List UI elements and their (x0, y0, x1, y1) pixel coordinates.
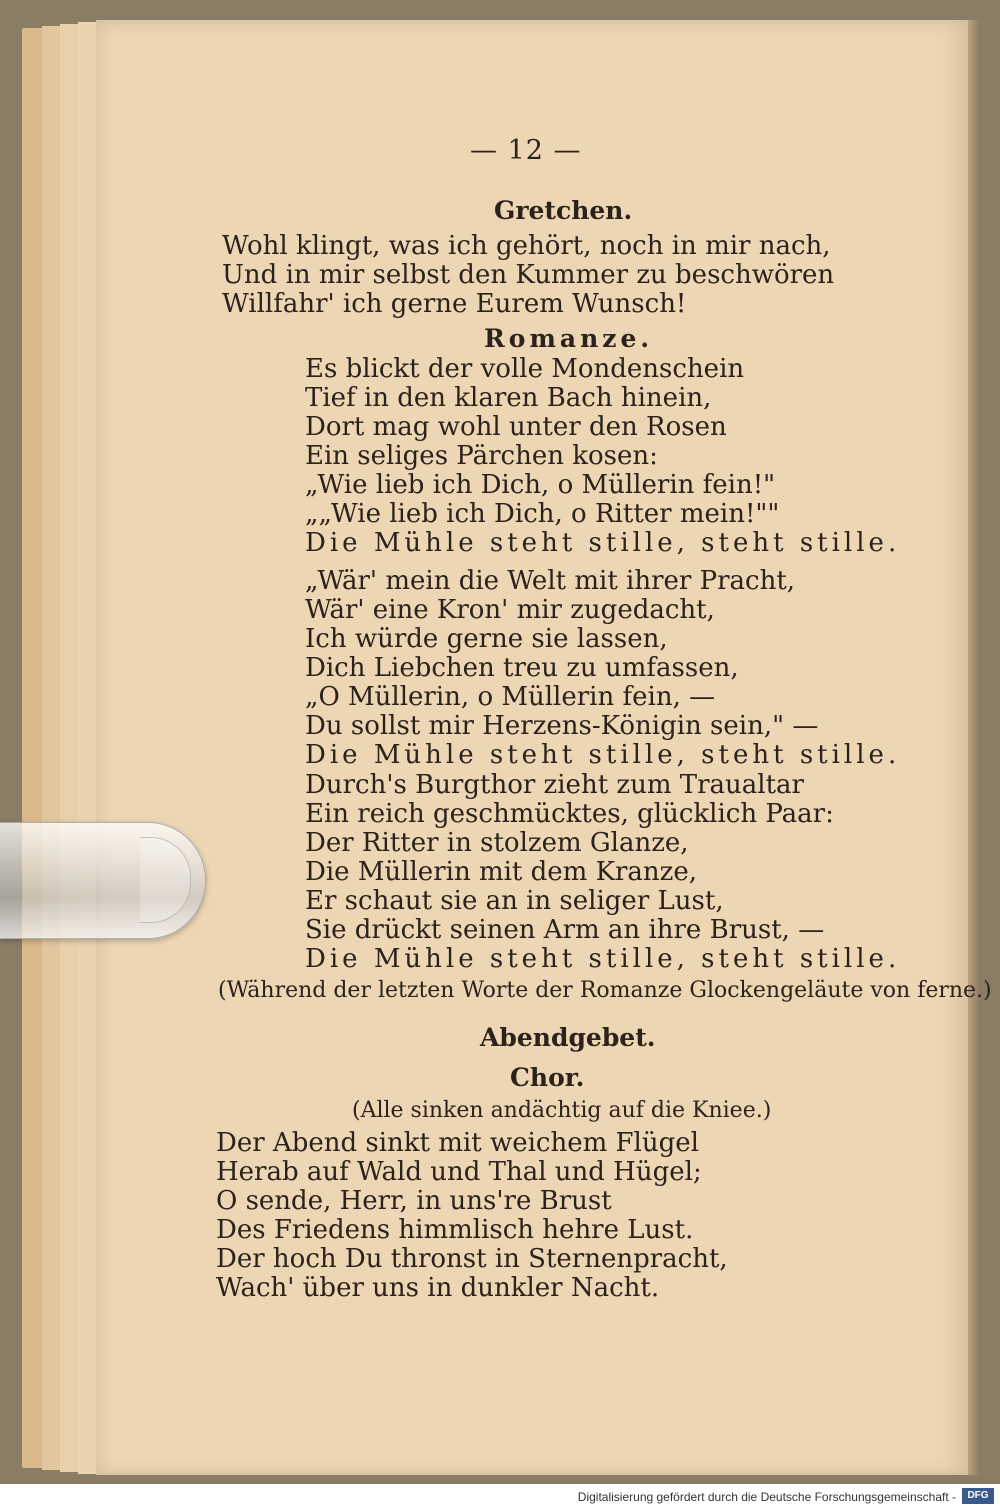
stage-direction-bells: (Während der letzten Worte der Romanze Glockengeläute von ferne.) (218, 978, 992, 1003)
verse-line: Des Friedens himmlisch hehre Lust. (216, 1215, 694, 1245)
verse-line: Der Abend sinkt mit weichem Flügel (216, 1128, 699, 1158)
refrain-line: Die Mühle steht stille, steht stille. (305, 528, 901, 558)
verse-line: Die Müllerin mit dem Kranze, (305, 857, 698, 887)
verse-line: Willfahr' ich gerne Eurem Wunsch! (222, 289, 687, 319)
book-spine-shadow (968, 20, 980, 1475)
digitization-credit: Digitalisierung gefördert durch die Deutsche Forschungsgemeinschaft - (577, 1490, 956, 1504)
verse-line: Ich würde gerne sie lassen, (305, 624, 668, 654)
section-heading-abendgebet: Abendgebet. (480, 1023, 656, 1052)
dfg-logo: DFG (962, 1488, 994, 1504)
verse-line: Tief in den klaren Bach hinein, (305, 383, 712, 413)
verse-line: Wohl klingt, was ich gehört, noch in mir nach, (222, 231, 831, 261)
verse-line: Herab auf Wald und Thal und Hügel; (216, 1157, 702, 1187)
bookmark-clip (0, 822, 206, 939)
verse-line: Dich Liebchen treu zu umfassen, (305, 653, 739, 683)
verse-line: Sie drückt seinen Arm an ihre Brust, — (305, 915, 825, 945)
verse-line: Du sollst mir Herzens-Königin sein," — (305, 711, 819, 741)
refrain-line: Die Mühle steht stille, steht stille. (305, 944, 901, 974)
verse-line: „Wie lieb ich Dich, o Müllerin fein!" (305, 470, 776, 500)
verse-line: Ein seliges Pärchen kosen: (305, 441, 658, 471)
speaker-heading-chor: Chor. (510, 1063, 585, 1092)
refrain-line: Die Mühle steht stille, steht stille. (305, 740, 901, 770)
section-heading-romanze: Romanze. (484, 324, 654, 353)
verse-line: Und in mir selbst den Kummer zu beschwören (222, 260, 835, 290)
verse-line: „O Müllerin, o Müllerin fein, — (305, 682, 716, 712)
verse-line: Wär' eine Kron' mir zugedacht, (305, 595, 715, 625)
verse-line: Dort mag wohl unter den Rosen (305, 412, 727, 442)
speaker-heading-gretchen: Gretchen. (494, 196, 633, 225)
bookmark-clip-tip (140, 837, 191, 923)
verse-line: Es blickt der volle Mondenschein (305, 354, 745, 384)
page-number: — 12 — (470, 135, 582, 166)
verse-line: „Wär' mein die Welt mit ihrer Pracht, (305, 566, 796, 596)
verse-line: Wach' über uns in dunkler Nacht. (216, 1273, 660, 1303)
verse-line: „„Wie lieb ich Dich, o Ritter mein!"" (305, 499, 780, 529)
verse-line: Er schaut sie an in seliger Lust, (305, 886, 724, 916)
verse-line: Der Ritter in stolzem Glanze, (305, 828, 689, 858)
verse-line: O sende, Herr, in uns're Brust (216, 1186, 612, 1216)
verse-line: Durch's Burgthor zieht zum Traualtar (305, 770, 804, 800)
verse-line: Ein reich geschmücktes, glücklich Paar: (305, 799, 834, 829)
verse-line: Der hoch Du thronst in Sternenpracht, (216, 1244, 728, 1274)
stage-direction-kneel: (Alle sinken andächtig auf die Kniee.) (352, 1098, 772, 1123)
